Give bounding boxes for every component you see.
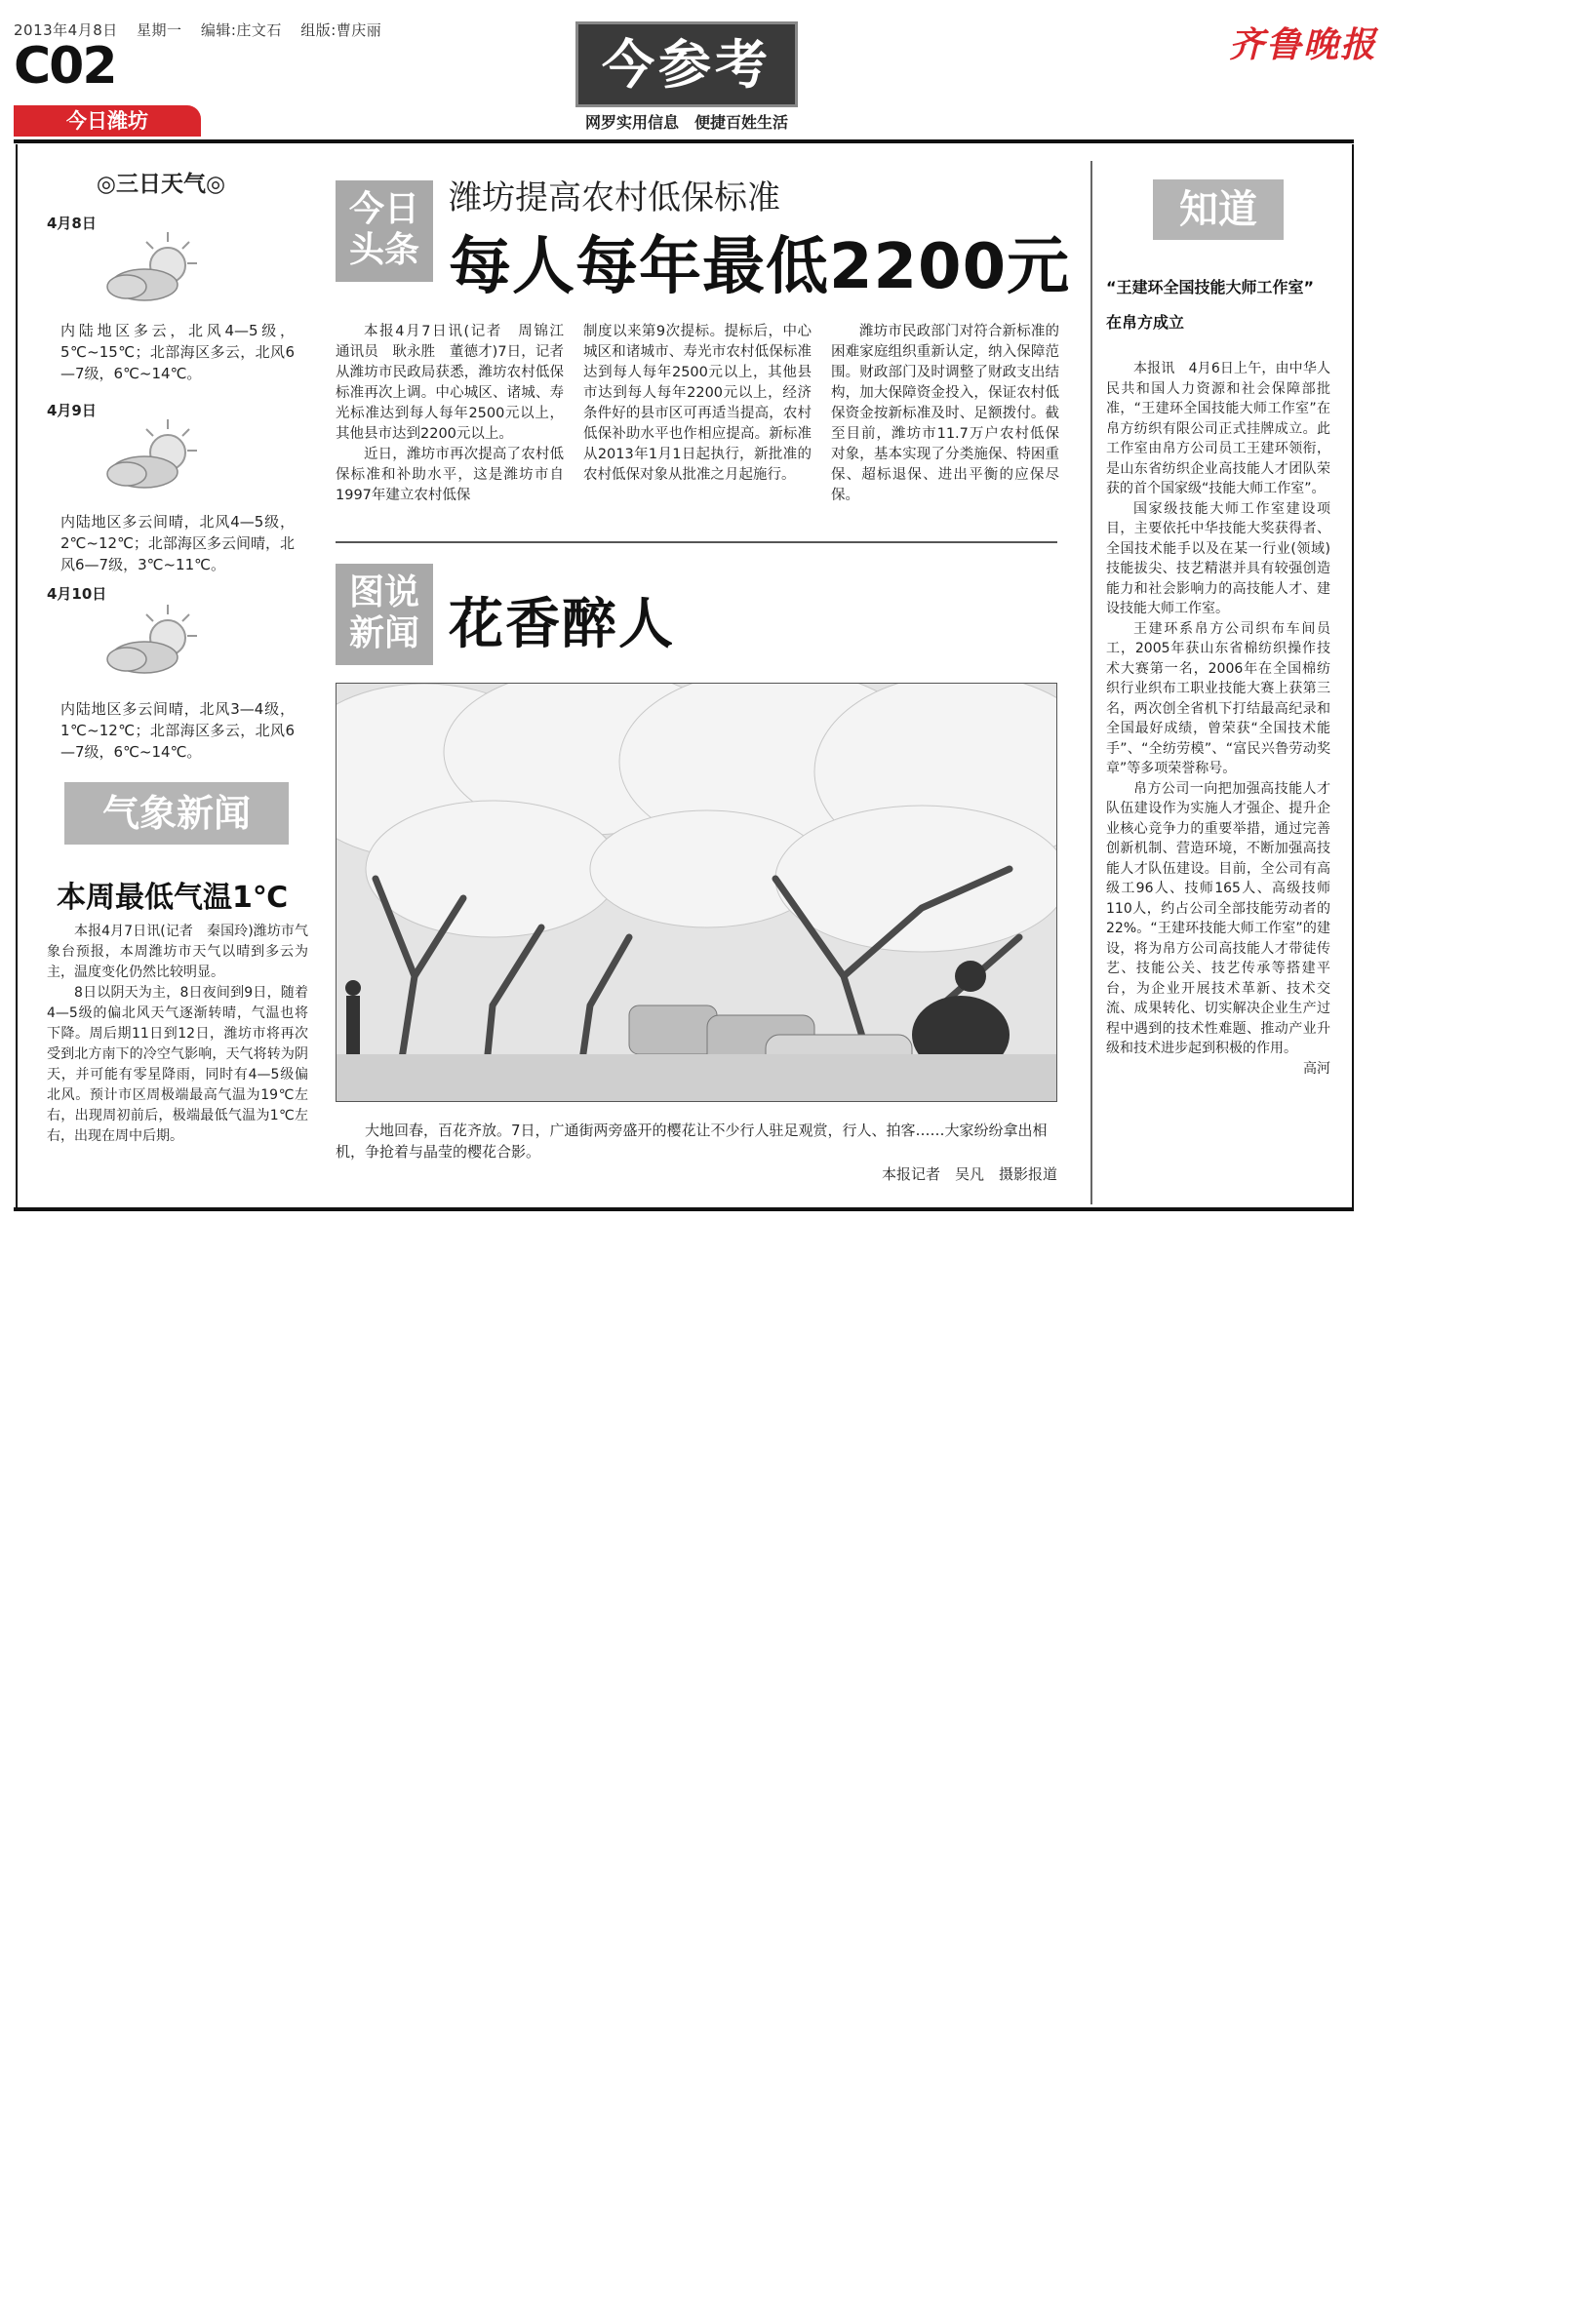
lead-paragraph: 本报4月7日讯(记者 周锦江 通讯员 耿永胜 董德才)7日，记者从潍坊市民政局获悉，潍坊农村低保标准再次上调。中心城区、诸城、寿光标准达到每人每年2500元以上，其他县市达到2200元以上。 — [336, 324, 578, 442]
partly-cloudy-sun-icon — [98, 226, 203, 312]
lead-label-text: 今日头条 — [348, 188, 419, 270]
lead-paragraph: 近日，潍坊市再次提高了农村低保标准和补助水平，这是潍坊市自1997年建立农村低保 — [336, 447, 564, 503]
sidebar-paragraph: 帛方公司一向把加强高技能人才队伍建设作为实施人才强企、提升企业核心竞争力的重要举措，通过完善创新机制、营造环境，不断加强高技能人才队伍建设。目前，全公司有高级工96人、技师165人、高级技师110人，约占公司全部技能劳动者的22%。“王建环技能大师工作室”的建设，将为帛方公司高技能人才带徒传艺、技能公关、技艺传承等搭建平台，为企业开展技术革新、技术交流、成果转化、切实解决企业生产过程中遇到的技术性难题、推动产业升级和技术进步起到积极的作用。 — [1106, 780, 1330, 1056]
sidebar-title — [1106, 275, 1336, 335]
issue-weekday: 星期一 — [137, 21, 182, 39]
weather-day-2-text: 内陆地区多云间晴，北风4—5级，2℃~12℃；北部海区多云间晴，北风6—7级，3℃~11℃。 — [60, 513, 295, 573]
issue-editor: 编辑:庄文石 — [200, 21, 282, 39]
weather-day-1-text: 内陆地区多云，北风4—5级，5℃~15℃；北部海区多云，北风6—7级，6℃~14℃。 — [60, 322, 295, 382]
photo-credit: 本报记者 吴凡 摄影报道 — [881, 1165, 1057, 1183]
masthead: 今参考 — [575, 21, 798, 107]
weather-day-3-text: 内陆地区多云间晴，北风3—4级，1℃~12℃；北部海区多云，北风6—7级，6℃~14℃。 — [60, 700, 295, 761]
newspaper-logo: 齐鲁晚报 — [1229, 24, 1378, 65]
lead-column-1 — [336, 322, 578, 506]
sidebar-byline: 高河 — [1303, 1060, 1330, 1077]
weather-title: ◎三日天气◎ — [96, 172, 226, 197]
lead-kicker: 潍坊提高农村低保标准 — [449, 178, 780, 217]
sidebar-paragraph: 王建环系帛方公司织布车间员工，2005年获山东省棉纺织操作技术大赛第一名，2006年在全国棉纺织行业织布工职业技能大赛上获第三名，两次创全省机下打结最高纪录和全国最好成绩，曾荣获“全国技术能手”、“全纺劳模”、“富民兴鲁劳动奖章”等多项荣誉称号。 — [1106, 620, 1330, 776]
lead-paragraph: 制度以来第9次提标。提标后，中心城区和诸城市、寿光市农村低保标准达到每人每年2500元以上，其他县市达到每人每年2200元以上，经济条件好的县市区可再适当提高，农村低保补助水平也作相应提高。新标准从2013年1月1日起执行，新批准的农村低保对象从批准之月起施行。 — [583, 324, 812, 483]
lead-column-2 — [583, 322, 812, 486]
bottom-rule — [14, 1207, 1354, 1211]
column-divider — [1090, 161, 1092, 1204]
issue-date: 2013年4月8日 — [14, 21, 118, 39]
sidebar-title-line-1: “王建环全国技能大师工作室” — [1106, 278, 1315, 296]
weather-news-paragraph: 8日以阴天为主，8日夜间到9日，随着4—5级的偏北风天气逐渐转晴，气温也将下降。周后期11日到12日，潍坊市将再次受到北方南下的冷空气影响，天气将转为阴天，并可能有零星降雨，同时有4—5级偏北风。预计市区周极端最高气温为19℃左右，出现周初前后，极端最低气温为1℃左右，出现在周中后期。 — [47, 985, 308, 1144]
partly-cloudy-sun-icon — [98, 414, 203, 499]
sidebar-body — [1106, 359, 1330, 1079]
lead-column-3 — [831, 322, 1059, 506]
photo-news-headline: 花香醉人 — [449, 593, 675, 656]
weather-news-paragraph: 本报4月7日讯(记者 秦国玲)潍坊市气象台预报，本周潍坊市天气以晴到多云为主，温度变化仍然比较明显。 — [47, 924, 308, 980]
photo-news-label — [336, 564, 433, 665]
cherry-blossom-photo — [336, 683, 1057, 1102]
weather-day-1-date: 4月8日 — [47, 215, 97, 232]
lead-headline: 每人每年最低2200元 — [449, 231, 1071, 303]
photo-news-label-text: 图说新闻 — [348, 571, 419, 653]
photo-caption-text: 大地回春，百花齐放。7日，广通街两旁盛开的樱花让不少行人驻足观赏，行人、拍客……大家纷纷拿出相机，争抢着与晶莹的樱花合影。 — [336, 1122, 1048, 1161]
weather-news-label: 气象新闻 — [64, 782, 289, 845]
sidebar-title-line-2: 在帛方成立 — [1106, 313, 1185, 332]
partly-cloudy-sun-icon — [98, 599, 203, 685]
lead-paragraph: 潍坊市民政部门对符合新标准的困难家庭组织重新认定，纳入保障范围。财政部门及时调整了财政支出结构，加大保障资金投入，保证农村低保资金按新标准及时、足额拨付。截至目前，潍坊市11.7万户农村低保对象，基本实现了分类施保、特困重保、超标退保、进出平衡的应保尽保。 — [831, 324, 1059, 503]
sidebar-paragraph: 国家级技能大师工作室建设项目，主要依托中华技能大奖获得者、全国技术能手以及在某一行业(领域)技能拔尖、技艺精湛并具有较强创造能力和社会影响力的高技能人才、建设技能大师工作室。 — [1106, 500, 1330, 616]
masthead-subtitle: 网罗实用信息 便捷百姓生活 — [584, 113, 788, 132]
section-tab: 今日潍坊 — [14, 105, 201, 137]
photo-caption — [336, 1120, 1057, 1162]
page-number: C02 — [14, 37, 116, 96]
sidebar-label: 知道 — [1153, 179, 1284, 240]
weather-news-body — [47, 922, 308, 1147]
weather-news-title: 本周最低气温1℃ — [57, 881, 289, 915]
weather-day-3-date: 4月10日 — [47, 585, 107, 603]
section-divider — [336, 541, 1057, 543]
lead-label — [336, 180, 433, 282]
top-rule — [14, 139, 1354, 143]
issue-layout: 组版:曹庆丽 — [300, 21, 382, 39]
sidebar-paragraph: 本报讯 4月6日上午，由中华人民共和国人力资源和社会保障部批准，“王建环全国技能大师工作室”在帛方纺织有限公司正式挂牌成立。此工作室由帛方公司员工王建环领衔，是山东省纺织企业高技能人才团队荣获的首个国家级“技能大师工作室”。 — [1106, 361, 1330, 496]
weather-day-2-date: 4月9日 — [47, 402, 97, 419]
